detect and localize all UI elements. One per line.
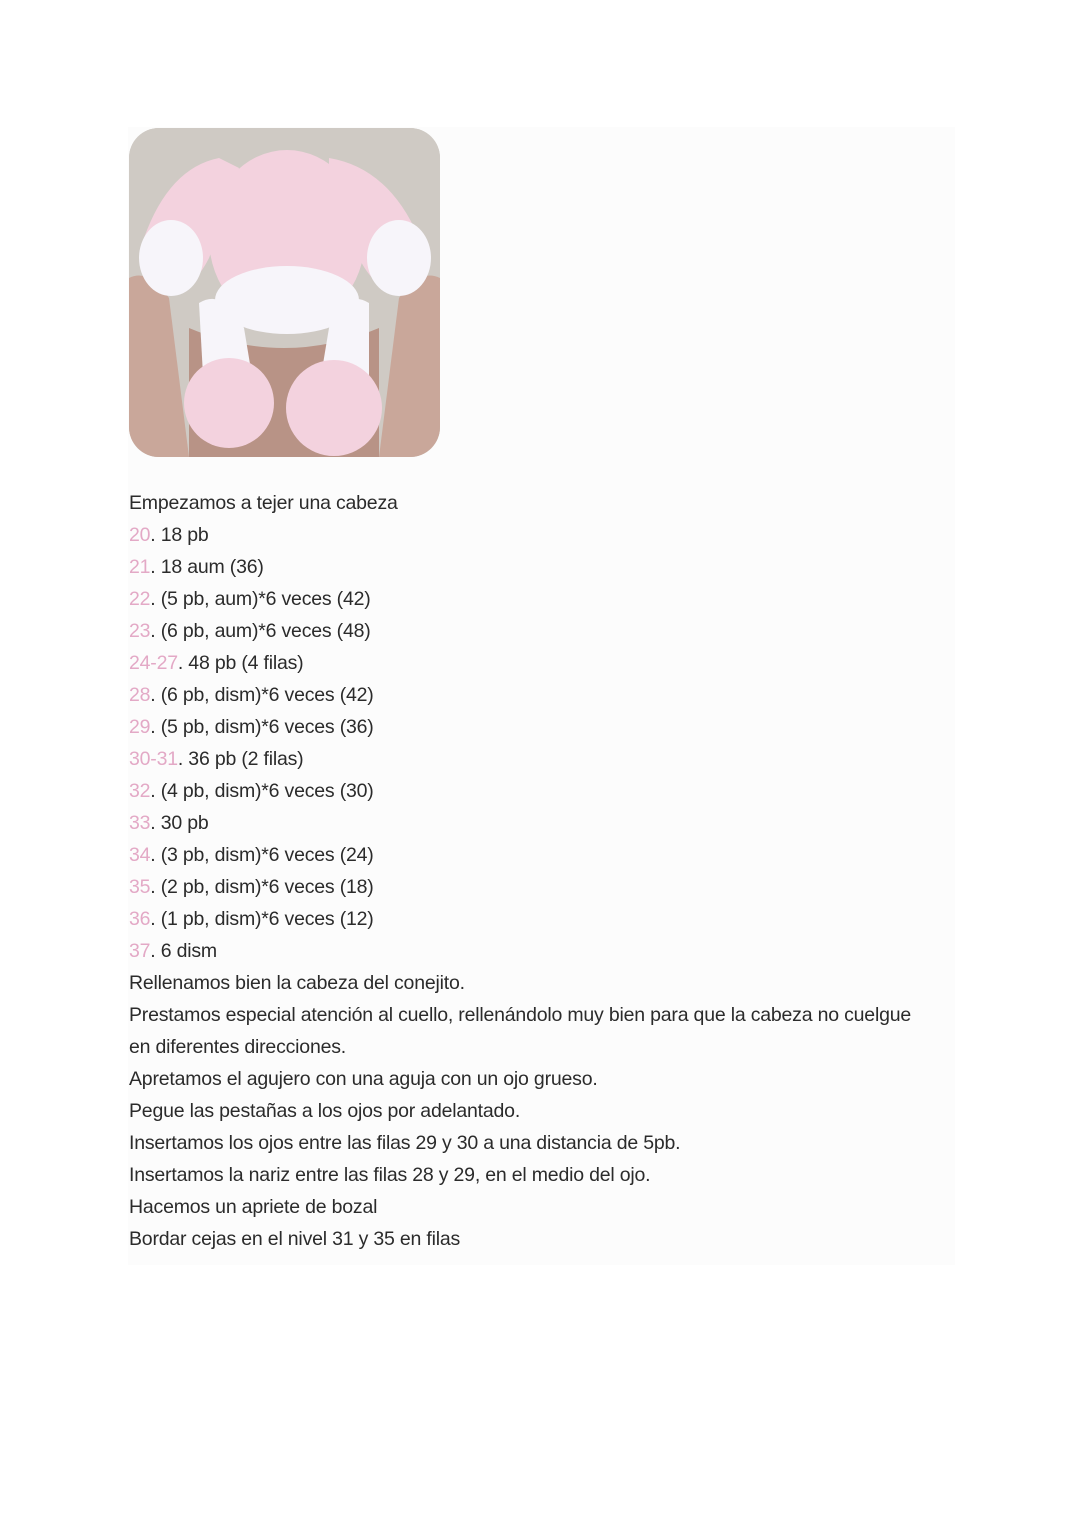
pattern-row — [129, 679, 929, 711]
row-text: . (5 pb, dism)*6 veces (36) — [150, 716, 374, 738]
instruction-line: Prestamos especial atención al cuello, rellenándolo muy bien para que la cabeza no cuelgue en diferentes direcciones. — [129, 1004, 912, 1058]
row-text: . (4 pb, dism)*6 veces (30) — [150, 780, 374, 802]
pattern-row — [129, 807, 929, 839]
pattern-row — [129, 839, 929, 871]
row-number: 33 — [129, 812, 151, 834]
row-number: 21 — [129, 556, 151, 578]
row-number: 36 — [129, 908, 151, 930]
instruction-line: Hacemos un apriete de bozal — [129, 1196, 378, 1218]
row-text: . 48 pb (4 filas) — [177, 652, 304, 674]
instruction-line: Pegue las pestañas a los ojos por adelantado. — [129, 1100, 521, 1122]
instruction-line: Insertamos los ojos entre las filas 29 y 30 a una distancia de 5pb. — [129, 1132, 681, 1154]
pattern-row — [129, 743, 929, 775]
row-text: . 36 pb (2 filas) — [177, 748, 304, 770]
row-text: . 30 pb — [150, 812, 209, 834]
instruction-line: Rellenamos bien la cabeza del conejito. — [129, 972, 465, 994]
pattern-row — [129, 871, 929, 903]
crochet-bunny-image — [129, 128, 440, 457]
instruction-line: Bordar cejas en el nivel 31 y 35 en filas — [129, 1228, 461, 1250]
row-number: 23 — [129, 620, 151, 642]
row-text: . (6 pb, aum)*6 veces (48) — [150, 620, 371, 642]
pattern-row — [129, 647, 929, 679]
row-text: . (2 pb, dism)*6 veces (18) — [150, 876, 374, 898]
row-number: 20 — [129, 524, 151, 546]
pattern-row — [129, 551, 929, 583]
instruction-line: Apretamos el agujero con una aguja con un ojo grueso. — [129, 1068, 598, 1090]
row-text: . (5 pb, aum)*6 veces (42) — [150, 588, 371, 610]
pattern-row — [129, 583, 929, 615]
row-text: . (1 pb, dism)*6 veces (12) — [150, 908, 374, 930]
section-intro: Empezamos a tejer una cabeza — [129, 492, 398, 514]
pattern-instructions — [129, 487, 929, 1255]
pattern-row — [129, 615, 929, 647]
row-number: 22 — [129, 588, 151, 610]
pattern-row — [129, 935, 929, 967]
pattern-row — [129, 711, 929, 743]
instruction-line: Insertamos la nariz entre las filas 28 y 29, en el medio del ojo. — [129, 1164, 651, 1186]
row-text: . 6 dism — [150, 940, 217, 962]
row-number: 37 — [129, 940, 151, 962]
row-text: . (3 pb, dism)*6 veces (24) — [150, 844, 374, 866]
row-number: 35 — [129, 876, 151, 898]
pattern-row — [129, 903, 929, 935]
pattern-row — [129, 775, 929, 807]
row-text: . 18 aum (36) — [150, 556, 264, 578]
row-text: . 18 pb — [150, 524, 209, 546]
row-number: 28 — [129, 684, 151, 706]
row-number: 24-27 — [129, 652, 178, 674]
row-number: 30-31 — [129, 748, 178, 770]
pattern-row — [129, 519, 929, 551]
row-number: 32 — [129, 780, 151, 802]
row-number: 29 — [129, 716, 151, 738]
row-number: 34 — [129, 844, 151, 866]
row-text: . (6 pb, dism)*6 veces (42) — [150, 684, 374, 706]
bunny-photo — [129, 128, 440, 457]
